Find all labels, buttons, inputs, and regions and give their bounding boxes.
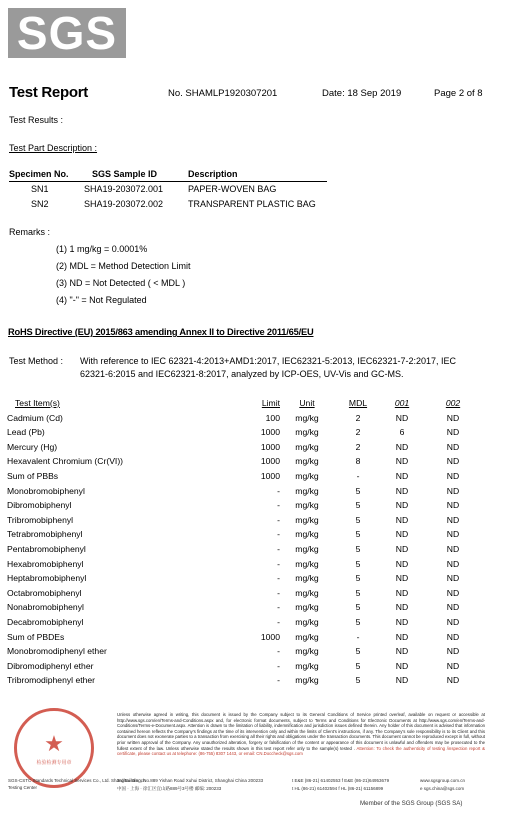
result-001-cell: ND: [395, 616, 409, 627]
results-row: [7, 542, 484, 557]
unit-cell: mg/kg: [295, 514, 319, 525]
results-row: [7, 673, 484, 688]
limit-cell: -: [277, 675, 280, 686]
test-item-cell: Tribromodiphenyl ether: [7, 675, 96, 686]
results-row: [7, 440, 484, 455]
terms-fine-print: [117, 712, 485, 757]
mdl-cell: 5: [355, 543, 361, 554]
test-item-cell: Lead (Pb): [7, 427, 45, 438]
results-row: [7, 425, 484, 440]
limit-cell: 1000: [260, 631, 280, 642]
mdl-cell: 5: [355, 514, 361, 525]
mdl-cell: 5: [355, 587, 361, 598]
result-001-cell: ND: [395, 543, 409, 554]
result-002-cell: ND: [446, 675, 460, 686]
mdl-cell: 5: [355, 675, 361, 686]
mdl-cell: 5: [355, 646, 361, 657]
specimen-desc: TRANSPARENT PLASTIC BAG: [188, 199, 316, 209]
result-001-cell: ND: [395, 587, 409, 598]
mdl-cell: 2: [355, 427, 361, 438]
terms-text: Unless otherwise agreed in writing, this document is issued by the Company subject to its General Conditions of Service printed overleaf, available on request or accessible at http://www.sgs.com/en/Terms-and-Conditions.aspx and, for electronic format documents, subject to Terms and Conditions for Electronic Documents at http://www.sgs.com/en/Terms-and-Conditions/Terms-e-Document.aspx. Attention is drawn to the limitation of liability, indemnification and jurisdiction issues defined therein. Any holder of this document is advised that information contained hereon reflects the Company's findings at the time of its intervention only and within the limits of Client's instructions, if any. The Company's sole responsibility is to its Client and this document does not exonerate parties to a transaction from exercising all their rights and obligations under the transaction documents. This document cannot be reproduced except in full, without prior written approval of the Company. Any unauthorized alteration, forgery or falsification of the content or appearance of this document is unlawful and offenders may be prosecuted to the fullest extent of the law. Unless otherwise stated the results shown in this test report refer only to the sample(s) tested .: [117, 712, 485, 751]
col-sample-002: 002: [445, 398, 461, 408]
result-001-cell: ND: [395, 412, 409, 423]
footer-address-en: 3rd Building, No.889 Yishan Road Xuhui District, Shanghai China 200233: [117, 778, 264, 783]
test-method-line2: 62321-6:2015 and IEC62321-8:2017, analyzed by ICP-OES, UV-Vis and GC-MS.: [80, 369, 404, 379]
mdl-cell: 2: [355, 441, 361, 452]
mdl-cell: 5: [355, 500, 361, 511]
footer-company-sub: Testing Center: [8, 785, 38, 790]
footer-address-cn: 中国 · 上海 · 徐汇区宜山路889号3号楼 邮编: 200233: [117, 786, 222, 791]
limit-cell: 1000: [260, 427, 280, 438]
limit-cell: -: [277, 500, 280, 511]
limit-cell: 100: [265, 412, 280, 423]
result-001-cell: ND: [395, 529, 409, 540]
result-002-cell: ND: [446, 456, 460, 467]
result-002-cell: ND: [446, 616, 460, 627]
unit-cell: mg/kg: [295, 427, 319, 438]
inspection-seal: [14, 708, 94, 788]
test-item-cell: Hexavalent Chromium (Cr(VI)): [7, 456, 124, 467]
unit-cell: mg/kg: [295, 456, 319, 467]
remark-item: (3) ND = Not Detected ( < MDL ): [56, 278, 186, 288]
result-001-cell: ND: [395, 646, 409, 657]
result-002-cell: ND: [446, 441, 460, 452]
mdl-cell: -: [356, 470, 360, 481]
result-002-cell: ND: [446, 485, 460, 496]
col-limit: Limit: [261, 398, 280, 408]
result-001-cell: ND: [395, 558, 409, 569]
results-row: [7, 411, 484, 426]
limit-cell: 1000: [260, 470, 280, 481]
results-row: [7, 469, 484, 484]
report-date: Date: 18 Sep 2019: [322, 88, 402, 99]
results-row: [7, 659, 484, 674]
specimen-header-desc: Description: [188, 169, 238, 179]
result-001-cell: ND: [395, 602, 409, 613]
limit-cell: -: [277, 602, 280, 613]
footer-tel-en: t E&E (86-21) 61402553 f E&E (86-21)64953679: [292, 778, 390, 783]
mdl-cell: 5: [355, 573, 361, 584]
footer-tel-cn: t HL (86-21) 61402594 f HL (86-21) 61156899: [292, 786, 384, 791]
unit-cell: mg/kg: [295, 558, 319, 569]
limit-cell: -: [277, 543, 280, 554]
result-001-cell: ND: [395, 500, 409, 511]
results-row: [7, 513, 484, 528]
mdl-cell: 5: [355, 616, 361, 627]
unit-cell: mg/kg: [295, 646, 319, 657]
specimen-desc: PAPER-WOVEN BAG: [188, 184, 277, 194]
footer-company-name: SGS-CSTC Standards Technical Services Co., Ltd. Shanghai Branch: [8, 778, 146, 783]
rohs-directive-title: RoHS Directive (EU) 2015/863 amending Annex II to Directive 2011/65/EU: [8, 327, 314, 337]
unit-cell: mg/kg: [295, 470, 319, 481]
limit-cell: 1000: [260, 441, 280, 452]
result-001-cell: ND: [395, 675, 409, 686]
results-row: [7, 586, 484, 601]
test-item-cell: Cadmium (Cd): [7, 412, 63, 423]
results-header-row: [7, 396, 484, 411]
test-item-cell: Monobromodiphenyl ether: [7, 646, 107, 657]
unit-cell: mg/kg: [295, 675, 319, 686]
result-001-cell: ND: [395, 470, 409, 481]
test-item-cell: Tribromobiphenyl: [7, 514, 74, 525]
mdl-cell: 5: [355, 485, 361, 496]
results-row: [7, 527, 484, 542]
results-row: [7, 484, 484, 499]
mdl-cell: 5: [355, 602, 361, 613]
unit-cell: mg/kg: [295, 616, 319, 627]
sgs-logo: SGS: [8, 8, 126, 58]
seal-star-icon: ★: [44, 731, 64, 756]
specimen-no: SN1: [31, 184, 49, 194]
result-002-cell: ND: [446, 529, 460, 540]
result-002-cell: ND: [446, 558, 460, 569]
specimen-id: SHA19-203072.002: [84, 199, 164, 209]
test-item-cell: Heptabromobiphenyl: [7, 573, 87, 584]
test-item-cell: Sum of PBBs: [7, 470, 59, 481]
limit-cell: -: [277, 646, 280, 657]
footer-email: e sgs.china@sgs.com: [420, 786, 465, 791]
test-item-cell: Dibromodiphenyl ether: [7, 660, 94, 671]
mdl-cell: 5: [355, 529, 361, 540]
results-row: [7, 630, 484, 645]
results-row: [7, 644, 484, 659]
test-part-label: Test Part Description :: [9, 143, 98, 153]
result-002-cell: ND: [446, 573, 460, 584]
specimen-id: SHA19-203072.001: [84, 184, 164, 194]
test-item-cell: Pentabromobiphenyl: [7, 543, 86, 554]
unit-cell: mg/kg: [295, 543, 319, 554]
results-row: [7, 454, 484, 469]
page-number: Page 2 of 8: [434, 88, 483, 99]
limit-cell: -: [277, 558, 280, 569]
results-row: [7, 498, 484, 513]
test-item-cell: Tetrabromobiphenyl: [7, 529, 83, 540]
limit-cell: -: [277, 616, 280, 627]
result-001-cell: ND: [395, 514, 409, 525]
result-001-cell: ND: [395, 573, 409, 584]
result-002-cell: ND: [446, 514, 460, 525]
results-row: [7, 557, 484, 572]
specimen-header-id: SGS Sample ID: [92, 169, 158, 179]
report-number: No. SHAMLP1920307201: [168, 88, 278, 99]
result-001-cell: ND: [395, 441, 409, 452]
test-item-cell: Octabromobiphenyl: [7, 587, 82, 598]
unit-cell: mg/kg: [295, 631, 319, 642]
remark-item: (2) MDL = Method Detection Limit: [56, 261, 191, 271]
specimen-header-no: Specimen No.: [9, 169, 69, 179]
test-method-line1: With reference to IEC 62321-4:2013+AMD1:2017, IEC62321-5:2013, IEC62321-7-2:2017, IEC: [80, 356, 456, 366]
remarks-label: Remarks :: [9, 227, 51, 237]
result-002-cell: ND: [446, 646, 460, 657]
test-method-label: Test Method :: [9, 356, 64, 366]
footer-website: www.sgsgroup.com.cn: [420, 778, 466, 783]
limit-cell: -: [277, 660, 280, 671]
result-002-cell: ND: [446, 427, 460, 438]
remark-item: (1) 1 mg/kg = 0.0001%: [56, 244, 148, 254]
authenticity-notice: Attention: To check the authenticity of testing /inspection report & certificate, please contact us at telephone: (86-755) 8307 1443, or email: CN.Doccheck@sgs.com: [117, 745, 485, 757]
result-002-cell: ND: [446, 500, 460, 511]
limit-cell: -: [277, 514, 280, 525]
result-002-cell: ND: [446, 660, 460, 671]
unit-cell: mg/kg: [295, 573, 319, 584]
unit-cell: mg/kg: [295, 500, 319, 511]
mdl-cell: 8: [355, 456, 361, 467]
results-body: [7, 411, 484, 688]
test-item-cell: Nonabromobiphenyl: [7, 602, 84, 613]
unit-cell: mg/kg: [295, 529, 319, 540]
mdl-cell: 2: [355, 412, 361, 423]
col-unit: Unit: [299, 398, 315, 408]
mdl-cell: -: [356, 631, 360, 642]
test-item-cell: Decabromobiphenyl: [7, 616, 84, 627]
test-item-cell: Sum of PBDEs: [7, 631, 65, 642]
test-item-cell: Mercury (Hg): [7, 441, 58, 452]
result-002-cell: ND: [446, 470, 460, 481]
mdl-cell: 5: [355, 558, 361, 569]
mdl-cell: 5: [355, 660, 361, 671]
unit-cell: mg/kg: [295, 441, 319, 452]
limit-cell: -: [277, 529, 280, 540]
results-table: [7, 396, 484, 688]
col-test-item: Test Item(s): [15, 398, 60, 408]
result-002-cell: ND: [446, 587, 460, 598]
results-row: [7, 615, 484, 630]
result-001-cell: ND: [395, 660, 409, 671]
unit-cell: mg/kg: [295, 587, 319, 598]
limit-cell: 1000: [260, 456, 280, 467]
sgs-member-note: Member of the SGS Group (SGS SA): [360, 800, 463, 807]
result-001-cell: ND: [395, 456, 409, 467]
unit-cell: mg/kg: [295, 602, 319, 613]
result-002-cell: ND: [446, 543, 460, 554]
unit-cell: mg/kg: [295, 660, 319, 671]
result-002-cell: ND: [446, 602, 460, 613]
limit-cell: -: [277, 587, 280, 598]
result-002-cell: ND: [446, 412, 460, 423]
specimen-header-divider: [9, 181, 327, 182]
limit-cell: -: [277, 573, 280, 584]
result-002-cell: ND: [446, 631, 460, 642]
col-mdl: MDL: [348, 398, 368, 408]
result-001-cell: ND: [395, 631, 409, 642]
results-row: [7, 600, 484, 615]
specimen-no: SN2: [31, 199, 49, 209]
result-001-cell: ND: [395, 485, 409, 496]
result-001-cell: 6: [399, 427, 405, 438]
limit-cell: -: [277, 485, 280, 496]
seal-text: 检验检测专用章: [36, 760, 72, 766]
test-item-cell: Dibromobiphenyl: [7, 500, 72, 511]
unit-cell: mg/kg: [295, 412, 319, 423]
unit-cell: mg/kg: [295, 485, 319, 496]
col-sample-001: 001: [394, 398, 410, 408]
test-item-cell: Hexabromobiphenyl: [7, 558, 84, 569]
results-row: [7, 571, 484, 586]
test-item-cell: Monobromobiphenyl: [7, 485, 85, 496]
remark-item: (4) "-" = Not Regulated: [56, 295, 147, 305]
report-title: Test Report: [9, 84, 88, 101]
test-results-label: Test Results :: [9, 115, 64, 125]
